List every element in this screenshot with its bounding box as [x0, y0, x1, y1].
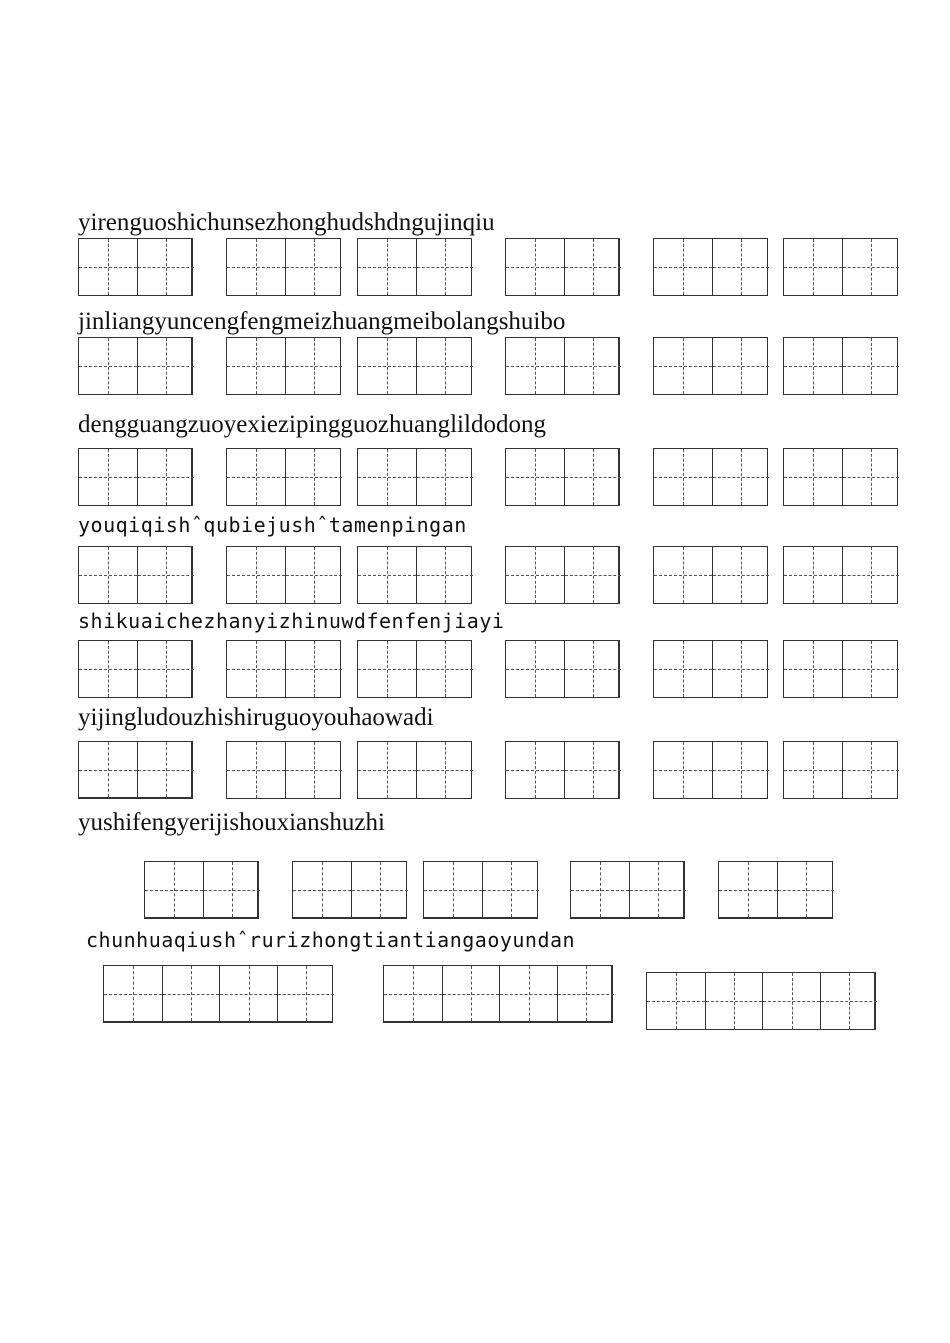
- tianzige-cell[interactable]: [358, 239, 416, 295]
- cell-guide-horizontal: [358, 669, 416, 670]
- cell-guide-horizontal: [571, 890, 629, 891]
- writing-grid-box[interactable]: [226, 448, 341, 506]
- cell-guide-horizontal: [163, 994, 220, 995]
- tianzige-cell[interactable]: [227, 239, 285, 295]
- tianzige-cell[interactable]: [712, 338, 770, 394]
- tianzige-cell[interactable]: [416, 641, 474, 697]
- cell-guide-horizontal: [784, 267, 842, 268]
- tianzige-cell[interactable]: [79, 239, 137, 295]
- cell-guide-horizontal: [138, 267, 195, 268]
- tianzige-cell[interactable]: [137, 742, 195, 797]
- cell-guide-horizontal: [293, 890, 351, 891]
- cell-guide-horizontal: [79, 575, 137, 576]
- cell-guide-horizontal: [278, 994, 335, 995]
- cell-guide-horizontal: [220, 994, 277, 995]
- tianzige-cell[interactable]: [564, 641, 622, 697]
- cell-guide-horizontal: [286, 267, 343, 268]
- tianzige-cell[interactable]: [79, 547, 137, 603]
- writing-grid-box[interactable]: [718, 861, 833, 919]
- cell-guide-horizontal: [417, 267, 474, 268]
- pinyin-line: shikuaichezhanyizhinuwdfenfenjiayi: [78, 609, 505, 633]
- writing-grid-box[interactable]: [226, 238, 341, 296]
- writing-grid-box[interactable]: [357, 238, 472, 296]
- tianzige-cell[interactable]: [557, 966, 615, 1021]
- tianzige-cell[interactable]: [416, 547, 474, 603]
- tianzige-cell[interactable]: [654, 641, 712, 697]
- writing-grid-box[interactable]: [383, 965, 613, 1023]
- tianzige-cell[interactable]: [358, 449, 416, 505]
- tianzige-cell[interactable]: [647, 973, 705, 1029]
- writing-grid-box[interactable]: [357, 448, 472, 506]
- pinyin-line: jinliangyuncengfengmeizhuangmeibolangshuibo: [78, 308, 566, 335]
- tianzige-cell[interactable]: [705, 973, 763, 1029]
- cell-guide-horizontal: [286, 366, 343, 367]
- pinyin-line: yirenguoshichunsezhonghudshdngujinqiu: [78, 209, 495, 236]
- cell-guide-horizontal: [424, 890, 482, 891]
- cell-guide-horizontal: [713, 267, 770, 268]
- tianzige-cell[interactable]: [564, 742, 622, 798]
- pinyin-line: dengguangzuoyexiezipingguozhuanglildodong: [78, 411, 546, 438]
- tianzige-cell[interactable]: [629, 862, 687, 917]
- writing-grid-box[interactable]: [783, 741, 898, 799]
- tianzige-cell[interactable]: [712, 449, 770, 505]
- cell-guide-horizontal: [713, 477, 770, 478]
- cell-guide-horizontal: [358, 366, 416, 367]
- writing-grid-box[interactable]: [226, 640, 341, 698]
- cell-guide-horizontal: [506, 770, 564, 771]
- tianzige-cell[interactable]: [777, 862, 835, 917]
- cell-guide-horizontal: [821, 1001, 878, 1002]
- cell-guide-horizontal: [654, 770, 712, 771]
- tianzige-cell[interactable]: [219, 966, 277, 1021]
- cell-guide-horizontal: [138, 770, 195, 771]
- cell-guide-horizontal: [713, 575, 770, 576]
- tianzige-cell[interactable]: [820, 973, 878, 1029]
- writing-grid-box[interactable]: [783, 546, 898, 604]
- writing-grid-box[interactable]: [653, 640, 768, 698]
- tianzige-cell[interactable]: [506, 547, 564, 603]
- writing-grid-box[interactable]: [78, 238, 193, 296]
- tianzige-cell[interactable]: [293, 862, 351, 917]
- writing-grid-box[interactable]: [653, 546, 768, 604]
- pinyin-line: yushifengyerijishouxianshuzhi: [78, 809, 385, 836]
- cell-guide-horizontal: [286, 669, 343, 670]
- cell-guide-horizontal: [784, 669, 842, 670]
- pinyin-line: yijingludouzhishiruguoyouhaowadi: [78, 704, 434, 731]
- pinyin-line: chunhuaqiushˆrurizhongtiantiangaoyundan: [86, 928, 576, 952]
- tianzige-cell[interactable]: [784, 338, 842, 394]
- writing-grid-box[interactable]: [357, 546, 472, 604]
- cell-guide-horizontal: [843, 770, 900, 771]
- tianzige-cell[interactable]: [506, 742, 564, 798]
- tianzige-cell[interactable]: [137, 239, 195, 295]
- cell-guide-horizontal: [654, 669, 712, 670]
- cell-guide-horizontal: [79, 267, 137, 268]
- tianzige-cell[interactable]: [358, 338, 416, 394]
- tianzige-cell[interactable]: [137, 547, 195, 603]
- cell-guide-horizontal: [227, 669, 285, 670]
- cell-guide-horizontal: [706, 1001, 763, 1002]
- tianzige-cell[interactable]: [506, 641, 564, 697]
- cell-guide-horizontal: [358, 477, 416, 478]
- cell-guide-horizontal: [654, 267, 712, 268]
- cell-guide-horizontal: [565, 669, 622, 670]
- cell-guide-horizontal: [843, 575, 900, 576]
- cell-guide-horizontal: [506, 669, 564, 670]
- tianzige-cell[interactable]: [285, 338, 343, 394]
- cell-guide-horizontal: [358, 575, 416, 576]
- tianzige-cell[interactable]: [145, 862, 203, 917]
- writing-grid-box[interactable]: [653, 741, 768, 799]
- cell-guide-horizontal: [654, 366, 712, 367]
- cell-guide-horizontal: [565, 477, 622, 478]
- cell-guide-horizontal: [506, 575, 564, 576]
- tianzige-cell[interactable]: [712, 547, 770, 603]
- cell-guide-horizontal: [79, 366, 137, 367]
- writing-grid-box[interactable]: [505, 741, 620, 799]
- tianzige-cell[interactable]: [712, 239, 770, 295]
- tianzige-cell[interactable]: [564, 449, 622, 505]
- tianzige-cell[interactable]: [784, 449, 842, 505]
- tianzige-cell[interactable]: [416, 338, 474, 394]
- writing-grid-box[interactable]: [357, 741, 472, 799]
- cell-guide-horizontal: [483, 890, 540, 891]
- tianzige-cell[interactable]: [79, 742, 137, 797]
- writing-grid-box[interactable]: [653, 238, 768, 296]
- writing-grid-box[interactable]: [226, 546, 341, 604]
- writing-grid-box[interactable]: [653, 337, 768, 395]
- tianzige-cell[interactable]: [842, 239, 900, 295]
- tianzige-cell[interactable]: [416, 449, 474, 505]
- cell-guide-horizontal: [145, 890, 203, 891]
- writing-grid-box[interactable]: [357, 337, 472, 395]
- tianzige-cell[interactable]: [79, 641, 137, 697]
- tianzige-cell[interactable]: [842, 641, 900, 697]
- cell-guide-horizontal: [79, 477, 137, 478]
- tianzige-cell[interactable]: [416, 742, 474, 798]
- cell-guide-horizontal: [417, 770, 474, 771]
- cell-guide-horizontal: [763, 1001, 820, 1002]
- tianzige-cell[interactable]: [654, 449, 712, 505]
- tianzige-cell[interactable]: [654, 338, 712, 394]
- cell-guide-horizontal: [417, 575, 474, 576]
- tianzige-cell[interactable]: [571, 862, 629, 917]
- writing-grid-box[interactable]: [144, 861, 259, 919]
- writing-grid-box[interactable]: [103, 965, 333, 1023]
- cell-guide-horizontal: [417, 477, 474, 478]
- tianzige-cell[interactable]: [762, 973, 820, 1029]
- tianzige-cell[interactable]: [227, 547, 285, 603]
- cell-guide-horizontal: [417, 669, 474, 670]
- writing-grid-box[interactable]: [292, 861, 407, 919]
- cell-guide-horizontal: [286, 770, 343, 771]
- cell-guide-horizontal: [558, 994, 615, 995]
- cell-guide-horizontal: [138, 366, 195, 367]
- writing-grid-box[interactable]: [423, 861, 538, 919]
- tianzige-cell[interactable]: [416, 239, 474, 295]
- cell-guide-horizontal: [647, 1001, 705, 1002]
- pinyin-line: youqiqishˆqubiejushˆtamenpingan: [78, 513, 467, 537]
- tianzige-cell[interactable]: [358, 641, 416, 697]
- cell-guide-horizontal: [784, 770, 842, 771]
- writing-grid-box[interactable]: [226, 741, 341, 799]
- tianzige-cell[interactable]: [384, 966, 442, 1021]
- tianzige-cell[interactable]: [285, 641, 343, 697]
- tianzige-cell[interactable]: [654, 742, 712, 798]
- tianzige-cell[interactable]: [203, 862, 261, 917]
- writing-grid-box[interactable]: [226, 337, 341, 395]
- tianzige-cell[interactable]: [285, 449, 343, 505]
- tianzige-cell[interactable]: [654, 239, 712, 295]
- cell-guide-horizontal: [713, 366, 770, 367]
- cell-guide-horizontal: [138, 575, 195, 576]
- cell-guide-horizontal: [286, 477, 343, 478]
- cell-guide-horizontal: [784, 477, 842, 478]
- cell-guide-horizontal: [104, 994, 162, 995]
- writing-grid-box[interactable]: [505, 238, 620, 296]
- tianzige-cell[interactable]: [162, 966, 220, 1021]
- tianzige-cell[interactable]: [842, 338, 900, 394]
- cell-guide-horizontal: [719, 890, 777, 891]
- tianzige-cell[interactable]: [227, 641, 285, 697]
- tianzige-cell[interactable]: [784, 742, 842, 798]
- tianzige-cell[interactable]: [564, 239, 622, 295]
- cell-guide-horizontal: [843, 366, 900, 367]
- tianzige-cell[interactable]: [482, 862, 540, 917]
- writing-grid-box[interactable]: [78, 741, 193, 799]
- cell-guide-horizontal: [565, 267, 622, 268]
- tianzige-cell[interactable]: [784, 547, 842, 603]
- cell-guide-horizontal: [630, 890, 687, 891]
- cell-guide-horizontal: [713, 770, 770, 771]
- writing-grid-box[interactable]: [783, 337, 898, 395]
- cell-guide-horizontal: [227, 575, 285, 576]
- tianzige-cell[interactable]: [285, 547, 343, 603]
- tianzige-cell[interactable]: [227, 449, 285, 505]
- writing-grid-box[interactable]: [646, 972, 876, 1030]
- writing-grid-box[interactable]: [357, 640, 472, 698]
- cell-guide-horizontal: [417, 366, 474, 367]
- cell-guide-horizontal: [500, 994, 557, 995]
- cell-guide-horizontal: [565, 366, 622, 367]
- cell-guide-horizontal: [358, 267, 416, 268]
- cell-guide-horizontal: [358, 770, 416, 771]
- tianzige-cell[interactable]: [285, 742, 343, 798]
- cell-guide-horizontal: [843, 267, 900, 268]
- tianzige-cell[interactable]: [227, 742, 285, 798]
- cell-guide-horizontal: [227, 477, 285, 478]
- tianzige-cell[interactable]: [842, 742, 900, 798]
- tianzige-cell[interactable]: [277, 966, 335, 1021]
- tianzige-cell[interactable]: [137, 641, 195, 697]
- cell-guide-horizontal: [443, 994, 500, 995]
- tianzige-cell[interactable]: [506, 449, 564, 505]
- cell-guide-horizontal: [506, 267, 564, 268]
- cell-guide-horizontal: [227, 366, 285, 367]
- tianzige-cell[interactable]: [227, 338, 285, 394]
- tianzige-cell[interactable]: [79, 449, 137, 505]
- cell-guide-horizontal: [227, 267, 285, 268]
- tianzige-cell[interactable]: [712, 742, 770, 798]
- writing-grid-box[interactable]: [505, 337, 620, 395]
- tianzige-cell[interactable]: [442, 966, 500, 1021]
- cell-guide-horizontal: [79, 770, 137, 771]
- cell-guide-horizontal: [138, 669, 195, 670]
- writing-grid-box[interactable]: [78, 448, 193, 506]
- cell-guide-horizontal: [565, 770, 622, 771]
- writing-grid-box[interactable]: [78, 546, 193, 604]
- tianzige-cell[interactable]: [424, 862, 482, 917]
- cell-guide-horizontal: [654, 575, 712, 576]
- tianzige-cell[interactable]: [506, 239, 564, 295]
- cell-guide-horizontal: [352, 890, 409, 891]
- tianzige-cell[interactable]: [285, 239, 343, 295]
- cell-guide-horizontal: [138, 477, 195, 478]
- cell-guide-horizontal: [843, 669, 900, 670]
- cell-guide-horizontal: [778, 890, 835, 891]
- cell-guide-horizontal: [227, 770, 285, 771]
- tianzige-cell[interactable]: [351, 862, 409, 917]
- tianzige-cell[interactable]: [564, 547, 622, 603]
- writing-grid-box[interactable]: [505, 640, 620, 698]
- cell-guide-horizontal: [843, 477, 900, 478]
- cell-guide-horizontal: [506, 366, 564, 367]
- tianzige-cell[interactable]: [719, 862, 777, 917]
- tianzige-cell[interactable]: [358, 742, 416, 798]
- cell-guide-horizontal: [79, 669, 137, 670]
- tianzige-cell[interactable]: [104, 966, 162, 1021]
- cell-guide-horizontal: [654, 477, 712, 478]
- tianzige-cell[interactable]: [137, 338, 195, 394]
- cell-guide-horizontal: [384, 994, 442, 995]
- writing-grid-box[interactable]: [783, 640, 898, 698]
- writing-grid-box[interactable]: [783, 448, 898, 506]
- cell-guide-horizontal: [565, 575, 622, 576]
- cell-guide-horizontal: [713, 669, 770, 670]
- tianzige-cell[interactable]: [842, 547, 900, 603]
- tianzige-cell[interactable]: [712, 641, 770, 697]
- cell-guide-horizontal: [784, 575, 842, 576]
- writing-grid-box[interactable]: [505, 448, 620, 506]
- tianzige-cell[interactable]: [842, 449, 900, 505]
- writing-grid-box[interactable]: [783, 238, 898, 296]
- tianzige-cell[interactable]: [499, 966, 557, 1021]
- tianzige-cell[interactable]: [654, 547, 712, 603]
- tianzige-cell[interactable]: [358, 547, 416, 603]
- tianzige-cell[interactable]: [784, 239, 842, 295]
- tianzige-cell[interactable]: [784, 641, 842, 697]
- tianzige-cell[interactable]: [79, 338, 137, 394]
- writing-grid-box[interactable]: [653, 448, 768, 506]
- writing-grid-box[interactable]: [505, 546, 620, 604]
- tianzige-cell[interactable]: [564, 338, 622, 394]
- tianzige-cell[interactable]: [506, 338, 564, 394]
- cell-guide-horizontal: [784, 366, 842, 367]
- cell-guide-horizontal: [204, 890, 261, 891]
- writing-grid-box[interactable]: [570, 861, 685, 919]
- writing-grid-box[interactable]: [78, 337, 193, 395]
- tianzige-cell[interactable]: [137, 449, 195, 505]
- writing-grid-box[interactable]: [78, 640, 193, 698]
- cell-guide-horizontal: [506, 477, 564, 478]
- cell-guide-horizontal: [286, 575, 343, 576]
